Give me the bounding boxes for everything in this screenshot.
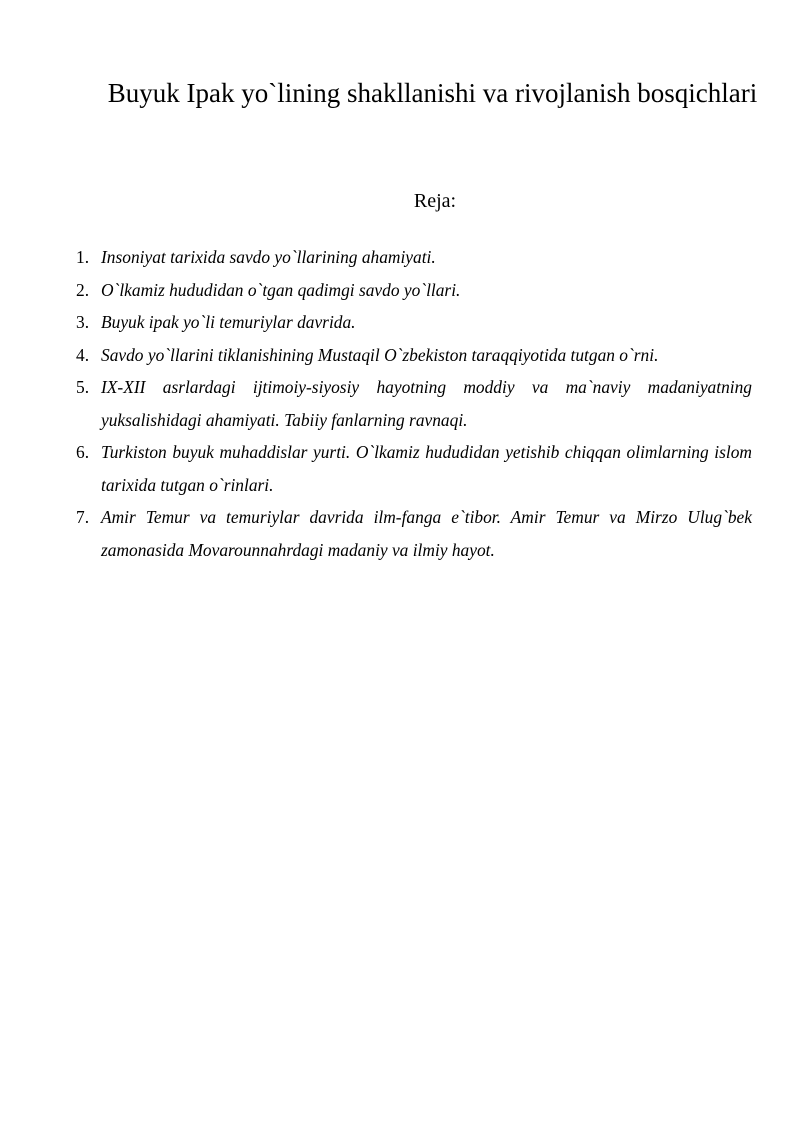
list-item [76,436,752,501]
plan-heading: Reja: [413,190,457,212]
list-item [76,339,752,372]
list-item-text: Savdo yo`llarini tiklanishining Mustaqil O`zbekiston taraqqiyotida tutgan o`rni. [101,344,659,365]
document-title: Buyuk Ipak yo`lining shakllanishi va rivojlanish bosqichlari [107,78,758,108]
list-item-text: Buyuk ipak yo`li temuriylar davrida. [101,312,356,332]
list-item-number: 2. [76,279,90,300]
list-item-number: 4. [76,344,90,365]
list-item [76,241,752,274]
list-item [76,501,752,566]
list-item-text: IX-XII asrlardagi ijtimoiy-siyosiy hayotning moddiy va ma`naviy madaniyatning yuksalishidagi ahamiyati. Tabiiy fanlarning ravnaqi. [101,377,752,430]
list-item-text: Turkiston buyuk muhaddislar yurti. O`lkamiz hududidan yetishib chiqqan olimlarning islom tarixida tutgan o`rinlari. [101,442,752,495]
list-item-text: Amir Temur va temuriylar davrida ilm-fanga e`tibor. Amir Temur va Mirzo Ulug`bek zamonasida Movarounnahrdagi madaniy va ilmiy hayot. [101,507,752,560]
list-item-number: 7. [76,507,90,527]
list-item-number: 1. [76,247,90,267]
list-item-text: Insoniyat tarixida savdo yo`llarining ahamiyati. [101,247,436,267]
list-item-number: 5. [76,377,90,397]
plan-list [76,241,752,566]
list-item-number: 3. [76,312,90,332]
list-item-text: O`lkamiz hududidan o`tgan qadimgi savdo yo`llari. [101,279,461,300]
list-item [76,306,752,339]
list-item-number: 6. [76,442,90,462]
list-item [76,274,752,307]
list-item [76,371,752,436]
